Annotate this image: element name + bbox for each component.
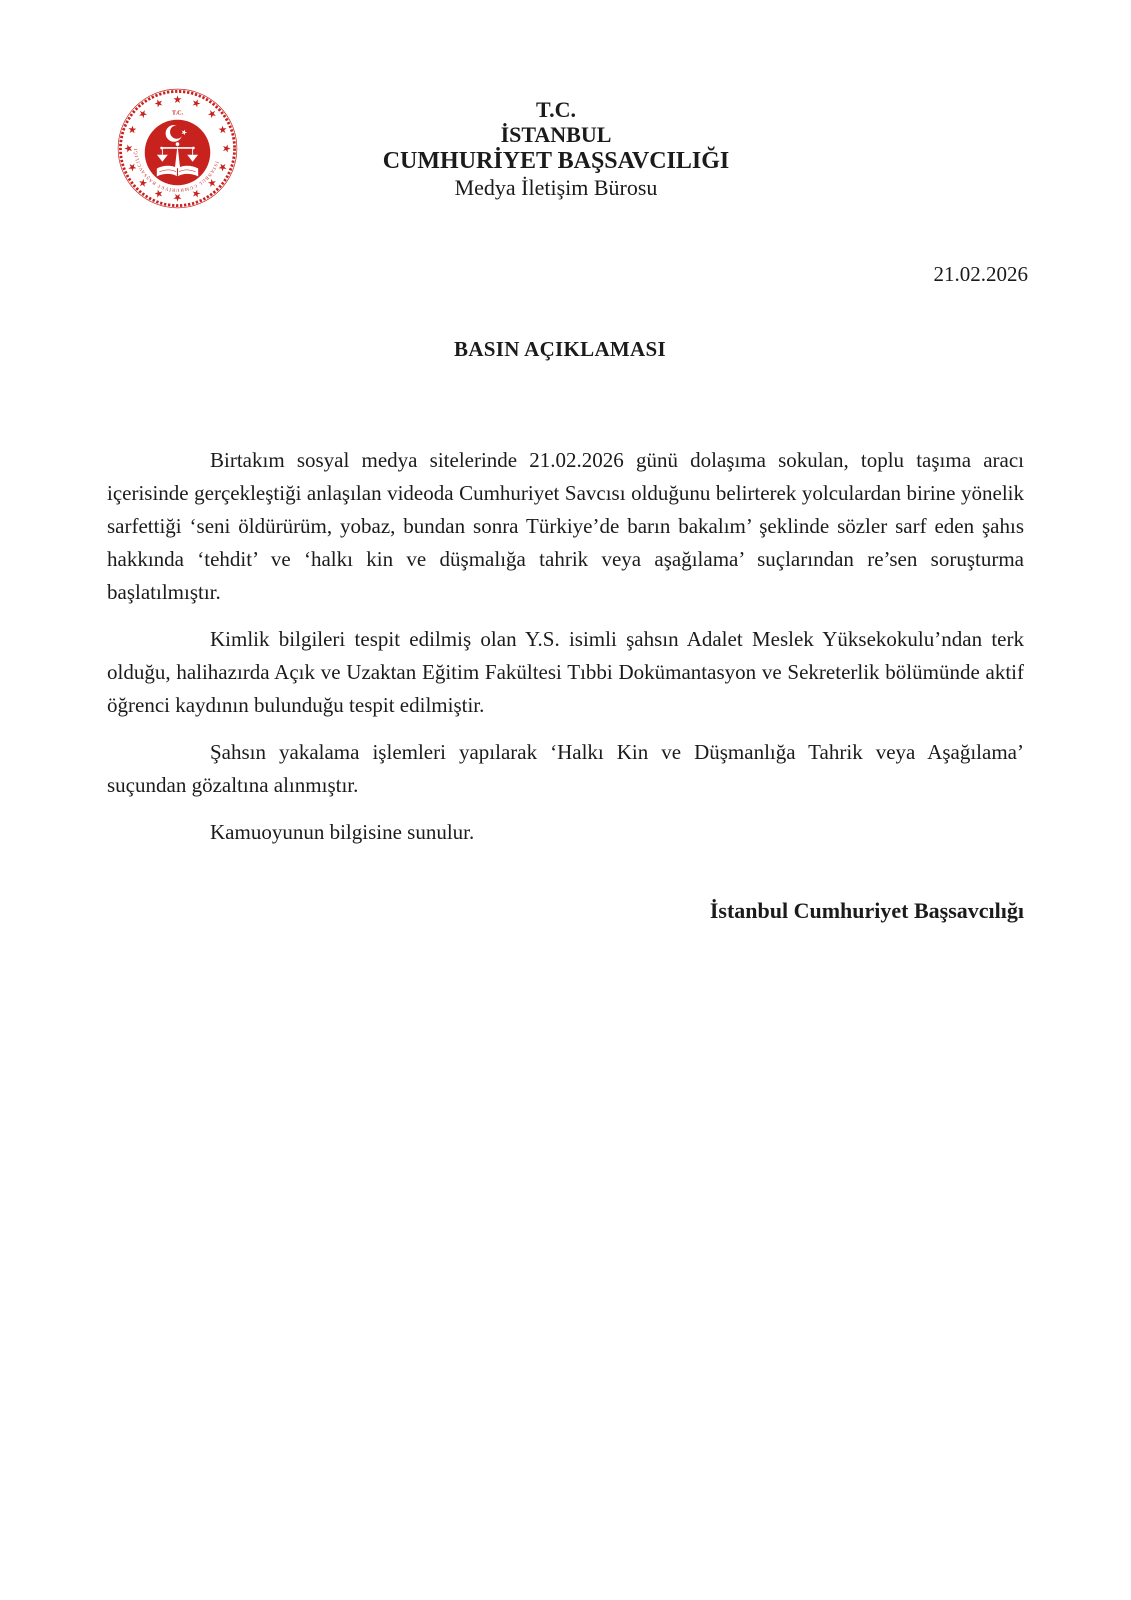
document-body xyxy=(107,444,1024,926)
letterhead-bureau: Medya İletişim Bürosu xyxy=(454,175,658,200)
paragraph-2: Kimlik bilgileri tespit edilmiş olan Y.S. isimli şahsın Adalet Meslek Yüksekokulu’ndan terk olduğu, halihazırda Açık ve Uzaktan Eğitim Fakültesi Tıbbi Dokümantasyon ve Sekreterlik bölümünde aktif öğrenci kaydının bulunduğu tespit edilmiştir. xyxy=(107,627,1024,717)
paragraph-3: Şahsın yakalama işlemleri yapılarak ‘Halkı Kin ve Düşmanlığa Tahrik veya Aşağılama’ suçundan gözaltına alınmıştır. xyxy=(107,740,1024,797)
letterhead xyxy=(0,97,1112,201)
letterhead-tc: T.C. xyxy=(536,97,576,122)
letterhead-office: CUMHURİYET BAŞSAVCILIĞI xyxy=(382,148,730,174)
emblem-ring-text: İSTANBUL CUMHURİYET BAŞSAVCILIĞI xyxy=(134,147,219,192)
paragraph-1: Birtakım sosyal medya sitelerinde 21.02.2026 günü dolaşıma sokulan, toplu taşıma aracı içerisinde gerçekleştiği anlaşılan videoda Cumhuriyet Savcısı olduğunu belirterek yolculardan birine yönelik sarfettiği ‘seni öldürürüm, yobaz, bundan sonra Türkiye’de barın bakalım’ şeklinde sözler sarf eden şahıs hakkında ‘tehdit’ ve ‘halkı kin ve düşmalığa tahrik veya aşağılama’ suçlarından re’sen soruşturma başlatılmıştır. xyxy=(107,448,1024,604)
document-title: BASIN AÇIKLAMASI xyxy=(454,337,666,361)
emblem-tc-text: T.C. xyxy=(171,109,184,117)
paragraph-4: Kamuoyunun bilgisine sunulur. xyxy=(210,820,475,844)
document-date: 21.02.2026 xyxy=(933,262,1028,286)
letterhead-city: İSTANBUL xyxy=(500,122,612,147)
signature: İstanbul Cumhuriyet Başsavcılığı xyxy=(709,898,1024,923)
